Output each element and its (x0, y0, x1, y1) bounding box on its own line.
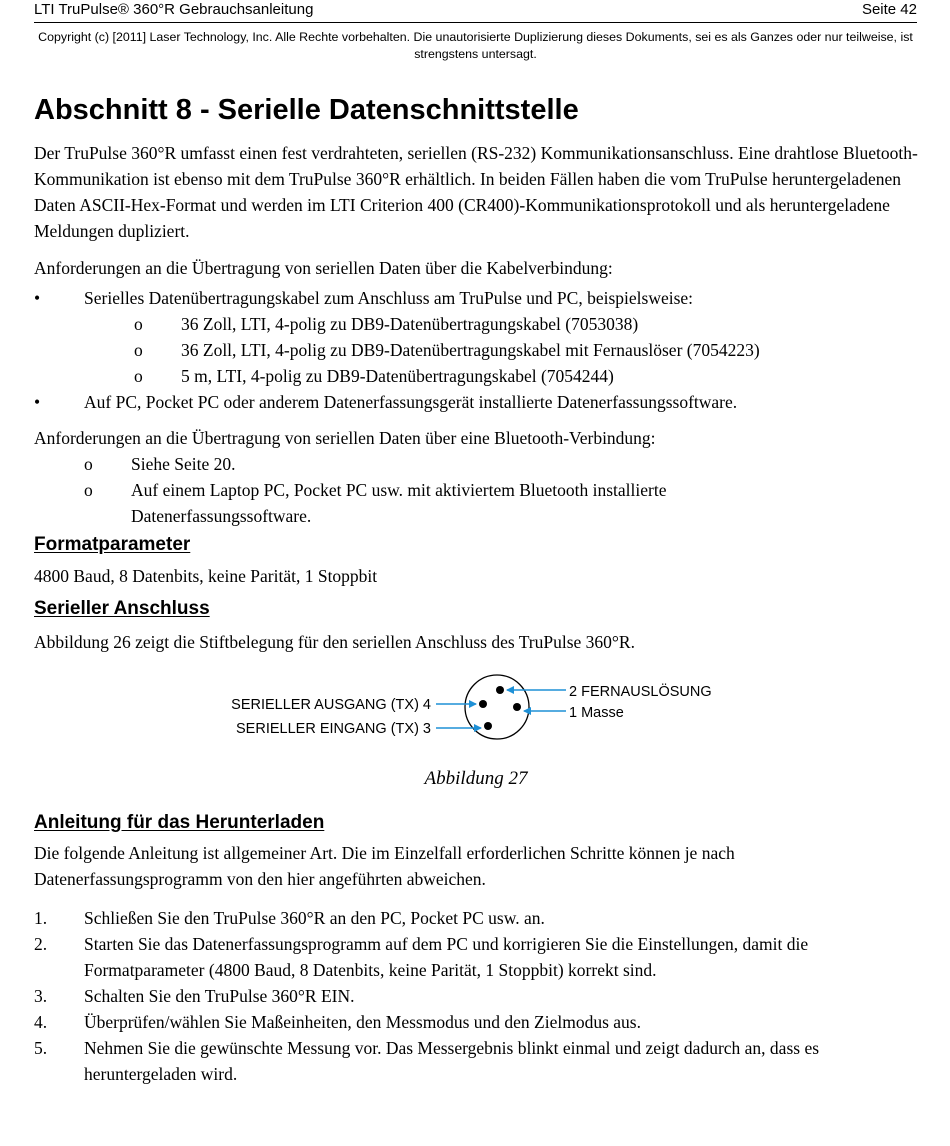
header-page-number: Seite 42 (861, 1, 917, 18)
label-ground: 1 Masse (569, 705, 624, 721)
figure-caption: Abbildung 27 (424, 768, 528, 789)
step-number: 2. (34, 934, 48, 954)
bullet-marker: • (34, 288, 41, 308)
pin-1 (513, 703, 521, 711)
sub-bullet-marker: o (134, 314, 143, 334)
serial-port-heading: Serieller Anschluss (34, 598, 210, 619)
cable-option: 5 m, LTI, 4-polig zu DB9-Datenübertragungskabel (7054244) (181, 366, 614, 386)
intro-paragraph: Der TruPulse 360°R umfasst einen fest verdrahteten, seriellen (RS-232) Kommunikationsanschluss. Eine drahtlose Bluetooth-Kommunikation ist ebenso mit dem TruPulse 360°R erhältlich. In beiden Fällen haben die vom TruPulse heruntergeladenen Daten ASCII-Hex-Format und werden im LTI Criterion 400 (CR400)-Kommunikationsprotokoll und als heruntergeladene Meldungen dupliziert. (34, 143, 918, 241)
list-item (34, 983, 918, 1009)
format-parameters-text: 4800 Baud, 8 Datenbits, keine Parität, 1 Stoppbit (34, 566, 378, 586)
step-number: 5. (34, 1038, 48, 1058)
copyright-notice: Copyright (c) [2011] Laser Technology, Inc. Alle Rechte vorbehalten. Die unautorisierte Duplizierung dieses Dokuments, sei es als Ganzes oder nur teilweise, ist strengstens untersagt. (38, 30, 913, 61)
list-item (34, 1035, 918, 1087)
format-parameters-heading: Formatparameter (34, 534, 191, 555)
software-item-text: Auf PC, Pocket PC oder anderem Datenerfassungsgerät installierte Datenerfassungssoftware. (84, 392, 738, 412)
label-tx-out: SERIELLER AUSGANG (TX) 4 (231, 697, 431, 713)
label-remote-trigger: 2 FERNAUSLÖSUNG (569, 684, 712, 700)
section-title: Abschnitt 8 - Serielle Datenschnittstelle (34, 94, 579, 126)
sub-bullet-marker: o (84, 454, 93, 474)
cable-requirements-heading: Anforderungen an die Übertragung von seriellen Daten über die Kabelverbindung: (34, 258, 613, 278)
list-item (34, 905, 918, 931)
serial-port-text: Abbildung 26 zeigt die Stiftbelegung für den seriellen Anschluss des TruPulse 360°R. (34, 632, 635, 652)
list-item (34, 931, 918, 983)
step-text: Nehmen Sie die gewünschte Messung vor. Das Messergebnis blinkt einmal und zeigt dadurch an, dass es heruntergeladen wird. (84, 1038, 820, 1084)
step-text: Starten Sie das Datenerfassungsprogramm auf dem PC und korrigieren Sie die Einstellungen, damit die Formatparameter (4800 Baud, 8 Datenbits, keine Parität, 1 Stoppbit) korrekt sind. (84, 934, 809, 980)
step-text: Schließen Sie den TruPulse 360°R an den PC, Pocket PC usw. an. (84, 908, 545, 928)
cable-option: 36 Zoll, LTI, 4-polig zu DB9-Datenübertragungskabel (7053038) (181, 314, 639, 334)
download-steps (34, 905, 918, 1087)
bluetooth-item: Siehe Seite 20. (131, 454, 236, 474)
pin-4 (479, 700, 487, 708)
header-manual-title: LTI TruPulse® 360°R Gebrauchsanleitung (34, 1, 314, 18)
step-number: 4. (34, 1012, 48, 1032)
download-intro: Die folgende Anleitung ist allgemeiner Art. Die im Einzelfall erforderlichen Schritte können je nach Datenerfassungsprogramm von den hier angeführten abweichen. (34, 843, 735, 889)
cable-item-text: Serielles Datenübertragungskabel zum Anschluss am TruPulse und PC, beispielsweise: (84, 288, 694, 308)
step-text: Schalten Sie den TruPulse 360°R EIN. (84, 986, 355, 1006)
sub-bullet-marker: o (84, 480, 93, 500)
download-heading: Anleitung für das Herunterladen (34, 812, 325, 833)
bullet-marker: • (34, 392, 41, 412)
sub-bullet-marker: o (134, 340, 143, 360)
step-text: Überprüfen/wählen Sie Maßeinheiten, den Messmodus und den Zielmodus aus. (84, 1012, 641, 1032)
pin-3 (484, 722, 492, 730)
bluetooth-item: Auf einem Laptop PC, Pocket PC usw. mit aktiviertem Bluetooth installierte Datenerfassungssoftware. (131, 480, 667, 526)
sub-bullet-marker: o (134, 366, 143, 386)
bluetooth-requirements-heading: Anforderungen an die Übertragung von seriellen Daten über eine Bluetooth-Verbindung: (34, 428, 656, 448)
cable-option: 36 Zoll, LTI, 4-polig zu DB9-Datenübertragungskabel mit Fernauslöser (7054223) (181, 340, 760, 360)
list-item (34, 1009, 918, 1035)
step-number: 1. (34, 908, 48, 928)
step-number: 3. (34, 986, 48, 1006)
pin-2 (496, 686, 504, 694)
label-tx-in: SERIELLER EINGANG (TX) 3 (236, 721, 431, 737)
